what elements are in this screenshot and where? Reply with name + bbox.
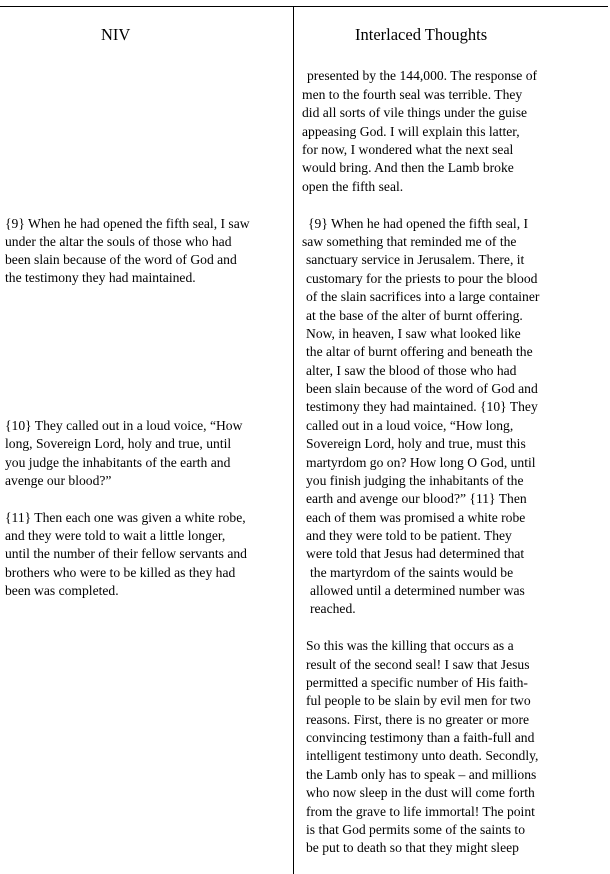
niv-line: {11} Then each one was given a white robe, <box>5 510 246 525</box>
commentary-line: you finish judging the inhabitants of the <box>306 473 524 488</box>
commentary-line: result of the second seal! I saw that Jesus <box>306 657 530 672</box>
commentary-line: the Lamb only has to speak – and millions <box>306 767 537 782</box>
commentary-line: {9} When he had opened the fifth seal, I <box>308 216 529 231</box>
commentary-line: allowed until a determined number was <box>310 583 525 598</box>
interlaced-thoughts-column-header: Interlaced Thoughts <box>355 25 488 44</box>
commentary-line: earth and avenge our blood?” {11} Then <box>306 491 527 506</box>
niv-line: you judge the inhabitants of the earth and <box>5 455 231 470</box>
niv-line: {9} When he had opened the fifth seal, I saw <box>5 216 250 231</box>
commentary-line: permitted a specific number of His faith- <box>306 675 528 690</box>
commentary-line: Now, in heaven, I saw what looked like <box>306 326 521 341</box>
table-top-rule <box>0 6 608 7</box>
commentary-line: alter, I saw the blood of those who had <box>306 363 517 378</box>
niv-line: the testimony they had maintained. <box>5 270 196 285</box>
commentary-line: So this was the killing that occurs as a <box>306 638 514 653</box>
commentary-line: customary for the priests to pour the blood <box>306 271 538 286</box>
commentary-line: appeasing God. I will explain this latter, <box>302 124 520 139</box>
commentary-line: been slain because of the word of God and <box>306 381 538 396</box>
commentary-line: for now, I wondered what the next seal <box>302 142 514 157</box>
commentary-line: each of them was promised a white robe <box>306 510 526 525</box>
commentary-line: intelligent testimony unto death. Secondly, <box>306 748 539 763</box>
commentary-line: presented by the 144,000. The response of <box>307 68 538 83</box>
niv-line: under the altar the souls of those who had <box>5 234 232 249</box>
commentary-line: and they were told to be patient. They <box>306 528 512 543</box>
commentary-line: reached. <box>310 601 356 616</box>
niv-line: until the number of their fellow servants and <box>5 546 247 561</box>
commentary-line: martyrdom go on? How long O God, until <box>306 455 536 470</box>
niv-line: {10} They called out in a loud voice, “How <box>5 418 243 433</box>
niv-line: avenge our blood?” <box>5 473 112 488</box>
niv-line: brothers who were to be killed as they had <box>5 565 236 580</box>
column-divider <box>293 6 294 874</box>
niv-line: and they were told to wait a little longer, <box>5 528 226 543</box>
commentary-line: be put to death so that they might sleep <box>306 840 519 855</box>
commentary-line: who now sleep in the dust will come forth <box>306 785 535 800</box>
niv-line: long, Sovereign Lord, holy and true, until <box>5 436 232 451</box>
commentary-line: did all sorts of vile things under the guise <box>302 105 528 120</box>
commentary-line: reasons. First, there is no greater or more <box>306 712 530 727</box>
niv-line: been was completed. <box>5 583 119 598</box>
commentary-line: is that God permits some of the saints to <box>306 822 525 837</box>
commentary-line: Sovereign Lord, holy and true, must this <box>306 436 526 451</box>
niv-column-header: NIV <box>101 25 131 44</box>
commentary-line: testimony they had maintained. {10} They <box>306 399 538 414</box>
commentary-line: the altar of burnt offering and beneath the <box>306 344 533 359</box>
commentary-line: open the fifth seal. <box>302 179 404 194</box>
commentary-line: men to the fourth seal was terrible. They <box>302 87 523 102</box>
commentary-line: convincing testimony than a faith-full and <box>306 730 535 745</box>
commentary-line: sanctuary service in Jerusalem. There, it <box>306 252 525 267</box>
commentary-line: would bring. And then the Lamb broke <box>302 160 514 175</box>
niv-line: been slain because of the word of God and <box>5 252 237 267</box>
commentary-line: from the grave to life immortal! The point <box>306 804 535 819</box>
commentary-line: were told that Jesus had determined that <box>306 546 525 561</box>
commentary-line: at the base of the alter of burnt offering. <box>306 308 523 323</box>
commentary-line: called out in a loud voice, “How long, <box>306 418 514 433</box>
commentary-line: of the slain sacrifices into a large container <box>306 289 540 304</box>
commentary-line: the martyrdom of the saints would be <box>310 565 514 580</box>
commentary-line: saw something that reminded me of the <box>302 234 517 249</box>
commentary-line: ful people to be slain by evil men for two <box>306 693 531 708</box>
